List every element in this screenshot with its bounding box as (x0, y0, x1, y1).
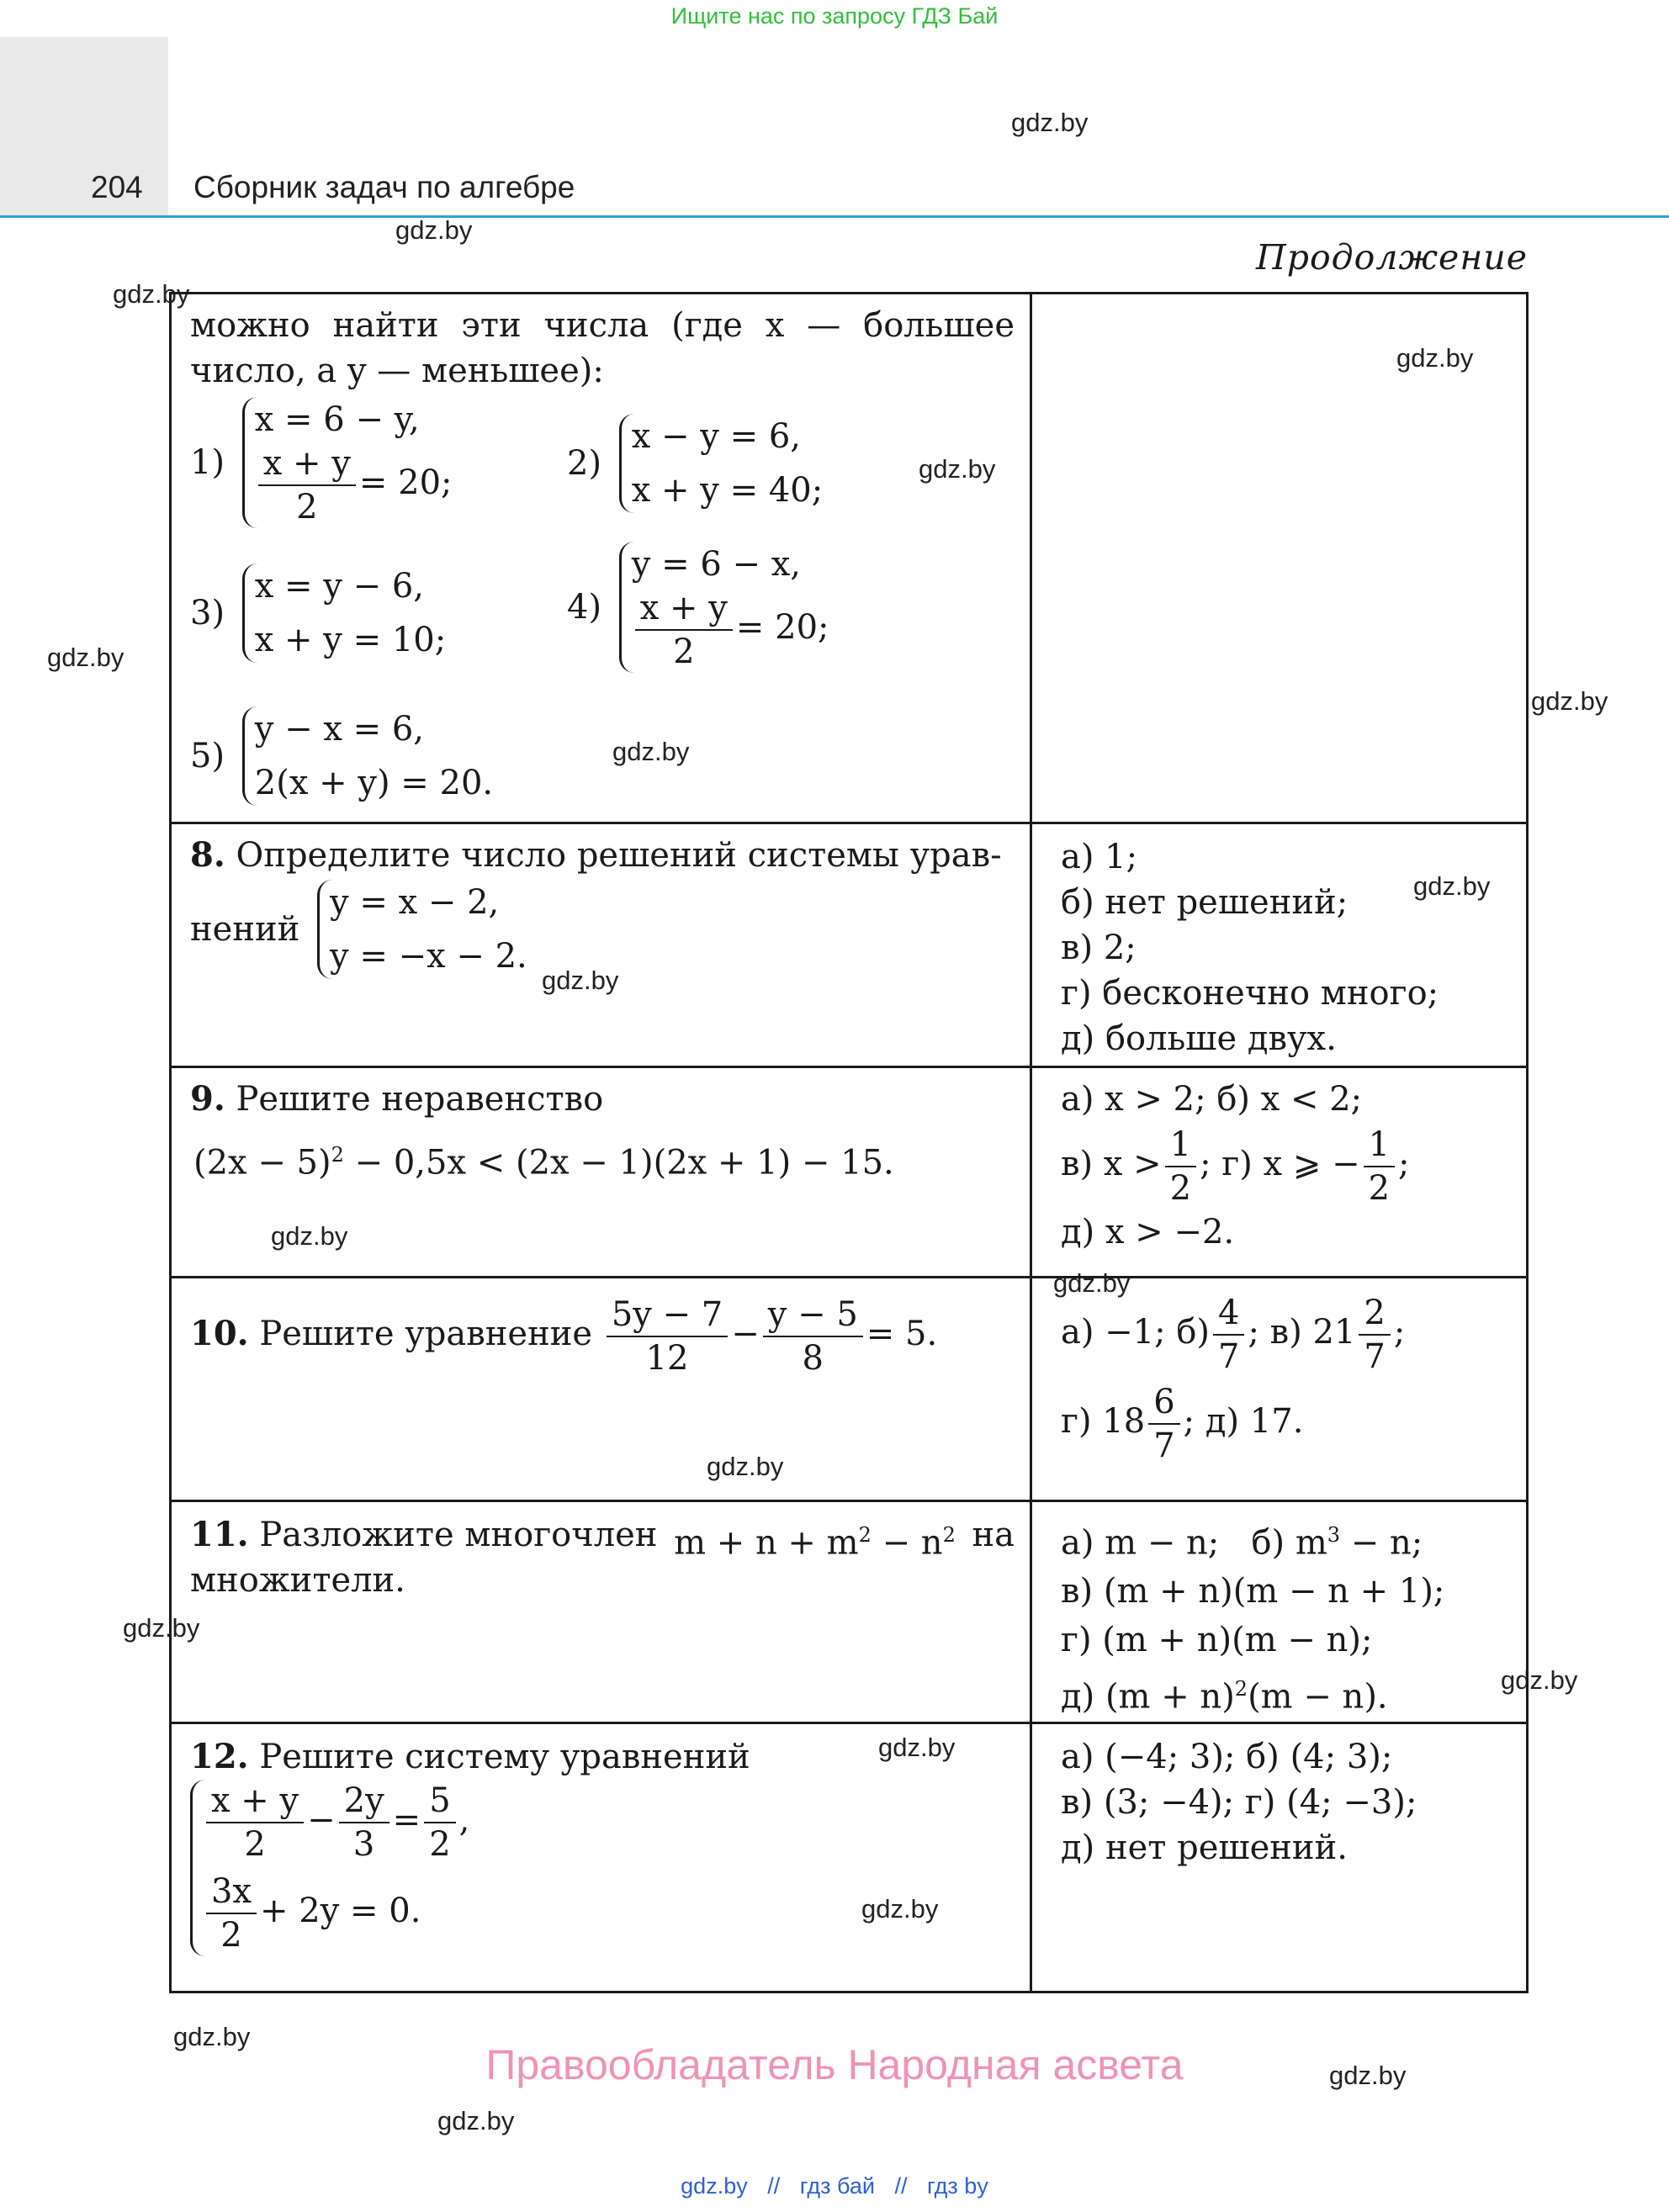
task-12-system (190, 1780, 469, 1956)
fraction (607, 1294, 728, 1379)
task-8-answers (1031, 823, 1528, 1067)
denominator: 2 (1368, 1169, 1391, 1208)
task-number: 10. (190, 1314, 249, 1353)
exponent: 2 (331, 1143, 344, 1167)
option-label: 3) (190, 594, 225, 632)
answer-option: д) нет решений. (1061, 1828, 1348, 1867)
denominator: 8 (802, 1339, 824, 1378)
denominator: 7 (1153, 1426, 1175, 1465)
equation: y = −x − 2. (330, 937, 527, 976)
numerator: 2 (1359, 1292, 1390, 1336)
operator: = (392, 1800, 421, 1839)
fraction (339, 1780, 389, 1865)
task-8-question (171, 823, 1031, 1067)
task-8-system (190, 880, 527, 979)
exponent: 2 (942, 1523, 956, 1547)
answer-text: г) 18 (1061, 1402, 1146, 1441)
task-8-row (171, 823, 1528, 1067)
system-brace (242, 397, 453, 528)
equation-tail: = 5. (866, 1315, 938, 1353)
answer-option (1061, 1124, 1526, 1209)
answer-text: ; (1398, 1145, 1410, 1183)
watermark: gdz.by (123, 1613, 200, 1643)
fraction (1359, 1292, 1390, 1378)
watermark: gdz.by (612, 737, 690, 766)
denominator: 12 (645, 1339, 689, 1378)
fraction (635, 587, 733, 673)
system-brace (242, 564, 446, 663)
equation: 2(x + y) = 20. (254, 764, 494, 802)
denominator: 2 (429, 1824, 451, 1864)
task-12-row (171, 1723, 1528, 1992)
watermark: gdz.by (1329, 2061, 1407, 2090)
task-9-row (171, 1067, 1528, 1278)
option-label: 5) (190, 737, 225, 775)
task-text: Разложите многочлен (259, 1516, 658, 1554)
answer-text: ; (1393, 1313, 1406, 1352)
denominator: 2 (296, 488, 318, 527)
answer-text: б) m (1251, 1523, 1327, 1563)
watermark: gdz.by (1501, 1665, 1578, 1695)
answer-text: б) (1176, 1313, 1211, 1352)
answer-text: в) 21 (1269, 1313, 1356, 1352)
watermark: gdz.by (1011, 108, 1089, 137)
task-7-option-5 (190, 706, 493, 806)
denominator: 2 (244, 1824, 266, 1864)
task-number: 12. (190, 1736, 249, 1776)
watermark: gdz.by (47, 643, 125, 672)
numerator: 3x (206, 1871, 257, 1914)
equation-tail: = 20; (358, 463, 453, 502)
exponent: 2 (1234, 1677, 1248, 1701)
task-9-inequality (193, 1132, 894, 1185)
numerator: 1 (1364, 1124, 1395, 1167)
expression: (2x − 5) (193, 1143, 331, 1183)
task-12-answers (1031, 1723, 1528, 1992)
equation: x + y = 10; (254, 621, 447, 659)
denominator: 2 (1169, 1169, 1192, 1208)
page-number: 204 (91, 170, 143, 204)
footer-separator: // (767, 2173, 781, 2199)
numerator: x + y (258, 442, 356, 486)
task-11-question (171, 1501, 1031, 1723)
task-12-question (171, 1723, 1031, 1992)
equation: x − y = 6, (631, 417, 801, 456)
task-10-answers (1031, 1278, 1528, 1501)
option-label: 1) (190, 443, 225, 482)
task-11-answers (1031, 1501, 1528, 1723)
tasks-table (169, 292, 1529, 1993)
task-text: Определите число решений системы урав- (236, 836, 1002, 875)
task-text: Решите систему уравнений (259, 1737, 750, 1776)
answer-text: (m − n). (1248, 1677, 1388, 1717)
fraction (206, 1871, 257, 1956)
task-7-intro: можно найти эти числа (где x — большее число, а y — меньшее): (190, 306, 1015, 390)
fraction (1148, 1381, 1179, 1467)
task-number: 8. (190, 835, 225, 875)
task-9-answers (1031, 1067, 1528, 1278)
system-brace (317, 880, 527, 979)
book-title: Сборник задач по алгебре (193, 170, 575, 204)
watermark: gdz.by (271, 1221, 348, 1251)
task-text: Решите неравенство (236, 1080, 604, 1119)
footer-links (0, 2173, 1669, 2199)
answer-option: а) (−4; 3); б) (4; 3); (1061, 1737, 1393, 1776)
top-banner[interactable]: Ищите нас по запросу ГДЗ Бай (670, 3, 999, 29)
polynomial (674, 1512, 956, 1565)
expression: m + n + m (674, 1523, 859, 1563)
header-grey-block (0, 37, 168, 215)
fraction (424, 1780, 455, 1865)
watermark: gdz.by (1531, 686, 1608, 716)
numerator: 5y − 7 (607, 1294, 728, 1337)
task-7-option-2 (567, 414, 823, 513)
footer-separator: // (894, 2173, 908, 2199)
answer-option: а) x > 2; б) x < 2; (1061, 1080, 1363, 1119)
answer-option: в) 2; (1061, 929, 1137, 967)
fraction (1364, 1124, 1395, 1209)
numerator: x + y (635, 587, 733, 631)
system-brace (190, 1780, 469, 1956)
answer-option: б) нет решений; (1061, 883, 1348, 922)
fraction (763, 1294, 863, 1379)
equation-tail: , (458, 1800, 470, 1839)
numerator: 6 (1148, 1381, 1179, 1425)
watermark: gdz.by (437, 2106, 515, 2135)
task-text: Решите уравнение (259, 1315, 593, 1353)
equation: x + y = 40; (631, 471, 824, 510)
fraction (206, 1780, 304, 1865)
watermark: gdz.by (707, 1452, 784, 1481)
copyright-notice: Правообладатель Народная асвета (485, 2041, 1184, 2088)
fraction (1165, 1124, 1196, 1209)
expression: − 0,5x < (2x − 1)(2x + 1) − 15. (343, 1143, 894, 1183)
answer-option (1061, 1664, 1526, 1721)
header-rule (0, 215, 1669, 218)
task-number: 11. (190, 1515, 249, 1554)
equation-tail: = 20; (735, 608, 829, 647)
option-label: 2) (567, 444, 602, 483)
equation: x = y − 6, (254, 567, 424, 606)
task-10-equation (190, 1294, 937, 1379)
task-10-row (171, 1278, 1528, 1501)
task-7-row (171, 294, 1528, 823)
numerator: 5 (424, 1780, 455, 1823)
denominator: 3 (352, 1824, 375, 1864)
continuation-label: Продолжение (1255, 237, 1528, 278)
exponent: 3 (1327, 1523, 1341, 1547)
footer-link-gdz-bai[interactable]: гдз бай (799, 2173, 875, 2199)
watermark: gdz.by (878, 1733, 956, 1762)
watermark: gdz.by (1053, 1268, 1131, 1298)
footer-link-gdz-by-cyr[interactable]: гдз by (927, 2173, 988, 2199)
task-10-question (171, 1278, 1031, 1501)
operator: − (307, 1800, 336, 1839)
watermark: gdz.by (1396, 343, 1474, 373)
task-11-row (171, 1501, 1528, 1723)
answer-option: а) 1; (1061, 838, 1138, 876)
answer-text: ; г) x ⩾ − (1200, 1145, 1360, 1183)
exponent: 2 (858, 1523, 872, 1547)
numerator: 2y (339, 1780, 389, 1823)
task-text: нений (190, 910, 300, 949)
numerator: x + y (206, 1780, 304, 1823)
answer-option: в) (3; −4); г) (4; −3); (1061, 1782, 1417, 1822)
answer-option (1061, 1292, 1526, 1378)
equation: y = 6 − x, (631, 545, 801, 584)
answer-text: ; (1183, 1402, 1195, 1441)
watermark: gdz.by (173, 2022, 251, 2051)
numerator: 1 (1165, 1124, 1196, 1167)
answer-option: д) больше двух. (1061, 1019, 1337, 1058)
task-number: 9. (190, 1079, 225, 1119)
denominator: 7 (1218, 1337, 1240, 1376)
answer-option: г) (m + n)(m − n); (1061, 1621, 1373, 1660)
answer-text: д) (m + n) (1061, 1677, 1235, 1717)
denominator: 2 (220, 1915, 242, 1955)
equation: x = 6 − y, (254, 400, 420, 439)
task-7-answers (1031, 294, 1528, 823)
answer-text: ; (1248, 1313, 1259, 1352)
fraction (258, 442, 356, 528)
system-brace (242, 706, 493, 806)
task-9-question (171, 1067, 1031, 1278)
fraction (1213, 1292, 1244, 1378)
numerator: y − 5 (763, 1294, 863, 1337)
answer-option (1061, 1381, 1526, 1467)
denominator: 7 (1364, 1337, 1386, 1376)
answer-option: д) x > −2. (1061, 1213, 1235, 1252)
equation-tail: + 2y = 0. (260, 1891, 421, 1930)
watermark: gdz.by (919, 454, 996, 484)
equation: y − x = 6, (254, 710, 424, 749)
task-text: множители. (190, 1561, 405, 1600)
task-text: на (972, 1516, 1015, 1554)
answer-option: в) (m + n)(m − n + 1); (1061, 1572, 1445, 1611)
system-brace (619, 542, 829, 673)
equation: y = x − 2, (330, 883, 500, 922)
option-label: 4) (567, 588, 602, 627)
answer-option: г) бесконечно много; (1061, 974, 1439, 1013)
watermark: gdz.by (542, 966, 619, 995)
denominator: 2 (673, 632, 695, 671)
task-7-option-4 (567, 542, 829, 673)
answer-text: а) −1; (1061, 1313, 1166, 1352)
watermark: gdz.by (861, 1894, 939, 1924)
numerator: 4 (1213, 1292, 1244, 1336)
answer-text: д) 17. (1205, 1402, 1304, 1441)
answer-text: − n; (1340, 1523, 1423, 1563)
watermark: gdz.by (113, 279, 190, 309)
task-7-option-1 (190, 397, 453, 528)
watermark: gdz.by (395, 215, 473, 245)
answer-text: в) x > (1061, 1145, 1162, 1183)
footer-link-gdz-by[interactable]: gdz.by (681, 2173, 748, 2199)
operator: − (731, 1315, 760, 1353)
task-7-option-3 (190, 564, 446, 663)
answer-option (1061, 1511, 1526, 1567)
system-brace (619, 414, 823, 513)
answer-text: а) m − n; (1061, 1523, 1220, 1563)
task-7-question (171, 294, 1031, 823)
expression: − n (871, 1523, 943, 1563)
watermark: gdz.by (1413, 871, 1491, 901)
